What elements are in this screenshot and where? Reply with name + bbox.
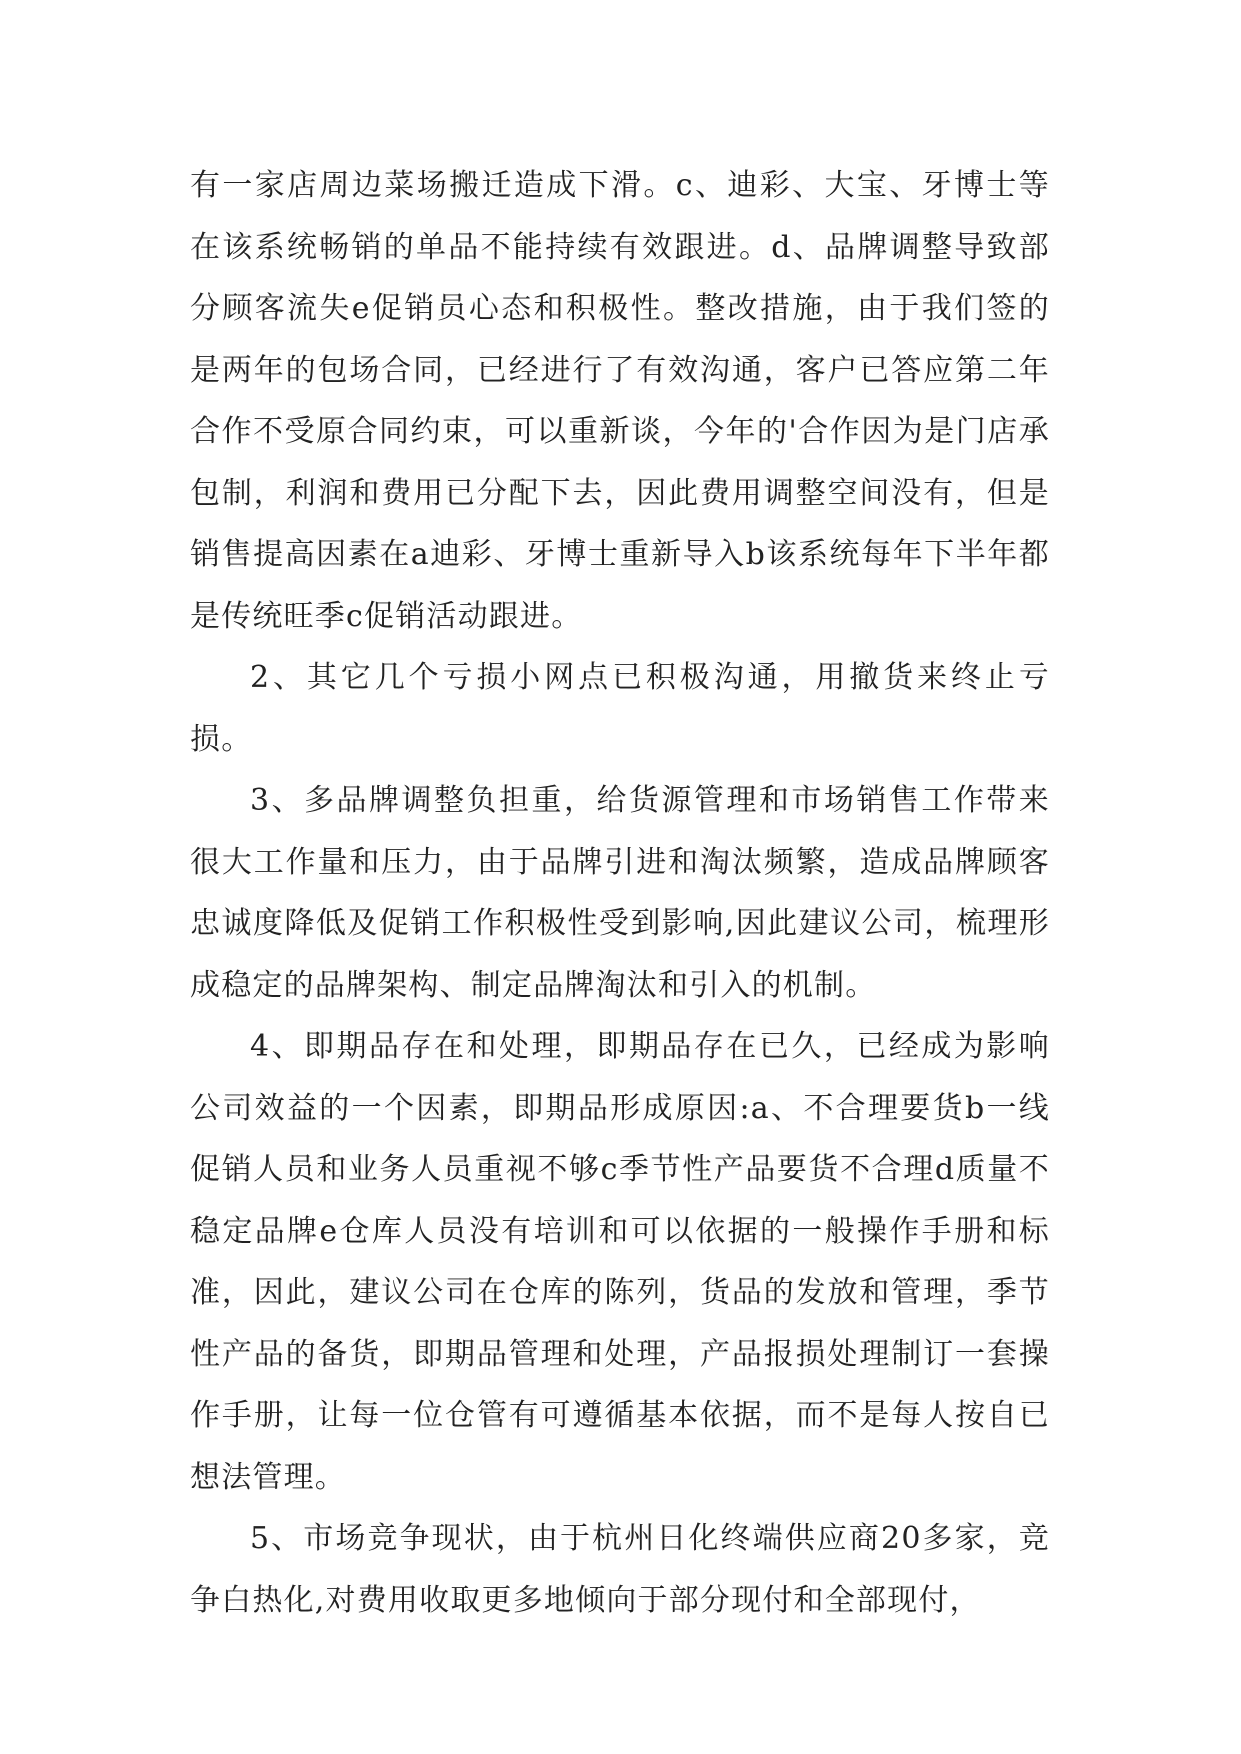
paragraph-5: 5、市场竞争现状，由于杭州日化终端供应商20多家，竞争白热化,对费用收取更多地倾向于部分现付和全部现付， <box>190 1521 1050 1618</box>
body-text <box>190 155 1050 1631</box>
paragraph-4: 4、即期品存在和处理，即期品存在已久，已经成为影响公司效益的一个因素，即期品形成原因:a、不合理要货b一线促销人员和业务人员重视不够c季节性产品要货不合理d质量不稳定品牌e仓库人员没有培训和可以依据的一般操作手册和标准，因此，建议公司在仓库的陈列，货品的发放和管理，季节性产品的备货，即期品管理和处理，产品报损处理制订一套操作手册，让每一位仓管有可遵循基本依据，而不是每人按自已想法管理。 <box>190 1029 1050 1495</box>
paragraph-3: 3、多品牌调整负担重，给货源管理和市场销售工作带来很大工作量和压力，由于品牌引进和淘汰频繁，造成品牌顾客忠诚度降低及促销工作积极性受到影响,因此建议公司，梳理形成稳定的品牌架构、制定品牌淘汰和引入的机制。 <box>190 783 1050 1003</box>
paragraph-2: 2、其它几个亏损小网点已积极沟通，用撤货来终止亏损。 <box>190 660 1050 757</box>
paragraph-1: 有一家店周边菜场搬迁造成下滑。c、迪彩、大宝、牙博士等在该系统畅销的单品不能持续有效跟进。d、品牌调整导致部分顾客流失e促销员心态和积极性。整改措施，由于我们签的是两年的包场合同，已经进行了有效沟通，客户已答应第二年合作不受原合同约束，可以重新谈，今年的'合作因为是门店承包制，利润和费用已分配下去，因此费用调整空间没有，但是销售提高因素在a迪彩、牙博士重新导入b该系统每年下半年都是传统旺季c促销活动跟进。 <box>190 168 1050 634</box>
